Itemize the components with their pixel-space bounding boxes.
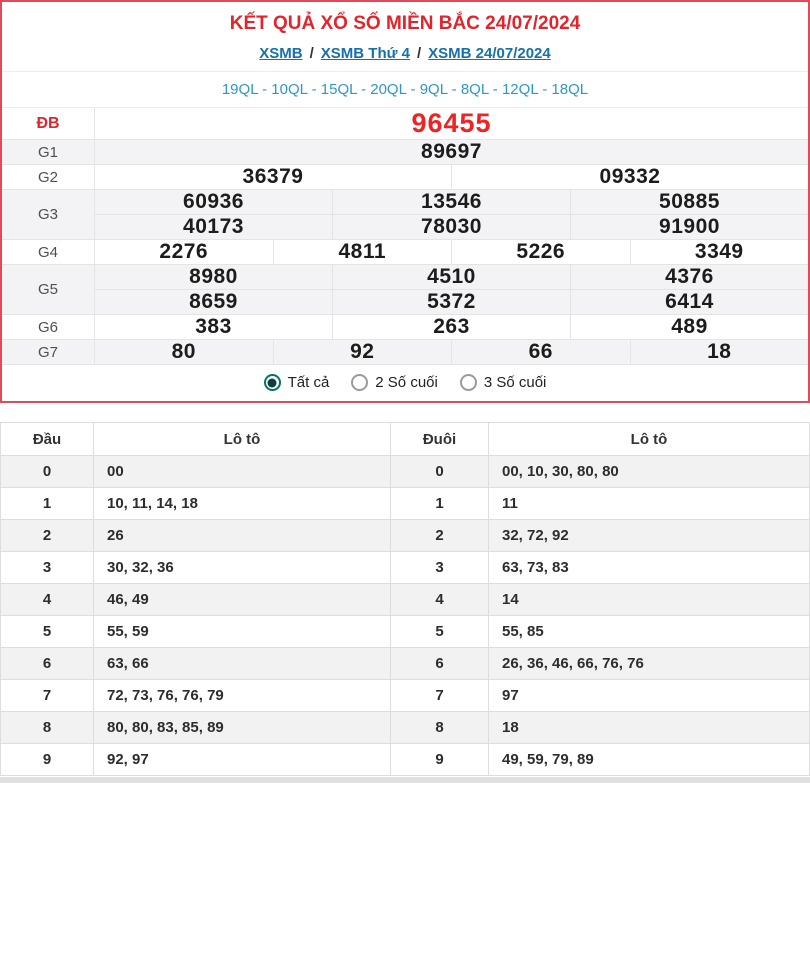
dau-cell: 7 bbox=[1, 680, 94, 712]
prize-row bbox=[2, 139, 808, 164]
dau-cell: 4 bbox=[1, 584, 94, 616]
filter-option-label: 3 Số cuối bbox=[483, 374, 547, 391]
loto-header-cell: Đuôi bbox=[391, 423, 489, 456]
loto-table bbox=[0, 422, 810, 776]
loto-row bbox=[1, 456, 810, 488]
prize-row bbox=[2, 164, 808, 189]
filter-option[interactable] bbox=[460, 374, 547, 391]
dau-cell: 6 bbox=[1, 648, 94, 680]
loto-row bbox=[1, 552, 810, 584]
prize-row bbox=[2, 108, 808, 139]
dau-loto-cell: 10, 11, 14, 18 bbox=[94, 488, 391, 520]
prize-values bbox=[95, 265, 808, 314]
duoi-cell: 1 bbox=[391, 488, 489, 520]
dau-loto-cell: 72, 73, 76, 76, 79 bbox=[94, 680, 391, 712]
prize-number: 2276 bbox=[159, 240, 209, 263]
prize-line bbox=[95, 190, 808, 214]
prize-number: 92 bbox=[273, 340, 452, 364]
dau-loto-cell: 00 bbox=[94, 456, 391, 488]
breadcrumb bbox=[2, 41, 808, 71]
duoi-loto-cell: 63, 73, 83 bbox=[489, 552, 810, 584]
breadcrumb-separator: / bbox=[309, 45, 314, 62]
breadcrumb-link[interactable]: XSMB Thứ 4 bbox=[320, 45, 410, 62]
loto-card bbox=[0, 422, 810, 776]
duoi-loto-cell: 55, 85 bbox=[489, 616, 810, 648]
prize-number: 4811 bbox=[273, 240, 452, 264]
loto-row bbox=[1, 616, 810, 648]
prize-number: 60936 bbox=[183, 190, 244, 213]
prize-number: 8659 bbox=[189, 290, 238, 313]
duoi-loto-cell: 97 bbox=[489, 680, 810, 712]
dau-loto-cell: 46, 49 bbox=[94, 584, 391, 616]
loto-row bbox=[1, 488, 810, 520]
radio-icon[interactable] bbox=[351, 374, 368, 391]
duoi-cell: 0 bbox=[391, 456, 489, 488]
prize-label: G7 bbox=[2, 340, 95, 364]
dau-cell: 5 bbox=[1, 616, 94, 648]
page-bottom-strip bbox=[0, 777, 810, 783]
prize-values bbox=[95, 340, 808, 364]
prize-line bbox=[95, 265, 808, 289]
breadcrumb-link[interactable]: XSMB 24/07/2024 bbox=[428, 45, 551, 62]
loto-row bbox=[1, 680, 810, 712]
dau-cell: 0 bbox=[1, 456, 94, 488]
dau-cell: 3 bbox=[1, 552, 94, 584]
prize-label: G5 bbox=[2, 265, 95, 314]
prize-number: 91900 bbox=[570, 215, 808, 239]
duoi-cell: 6 bbox=[391, 648, 489, 680]
prize-number: 36379 bbox=[242, 165, 304, 188]
prize-number: 80 bbox=[171, 340, 196, 363]
loto-row bbox=[1, 648, 810, 680]
prize-number: 66 bbox=[451, 340, 630, 364]
prize-label: G3 bbox=[2, 190, 95, 239]
prize-row bbox=[2, 239, 808, 264]
dau-cell: 1 bbox=[1, 488, 94, 520]
results-card bbox=[0, 0, 810, 403]
prize-line bbox=[95, 108, 808, 139]
dau-loto-cell: 92, 97 bbox=[94, 744, 391, 776]
breadcrumb-link[interactable]: XSMB bbox=[259, 45, 303, 62]
filter-option-label: 2 Số cuối bbox=[375, 374, 438, 391]
duoi-cell: 5 bbox=[391, 616, 489, 648]
duoi-cell: 7 bbox=[391, 680, 489, 712]
loto-header-cell: Lô tô bbox=[489, 423, 810, 456]
duoi-cell: 8 bbox=[391, 712, 489, 744]
prize-number: 40173 bbox=[183, 215, 244, 238]
digit-filter bbox=[2, 364, 808, 401]
duoi-loto-cell: 32, 72, 92 bbox=[489, 520, 810, 552]
dau-loto-cell: 26 bbox=[94, 520, 391, 552]
loto-header-cell: Đầu bbox=[1, 423, 94, 456]
prize-number: 5226 bbox=[451, 240, 630, 264]
prize-number: 09332 bbox=[451, 165, 808, 189]
prize-table bbox=[2, 108, 808, 364]
dau-cell: 8 bbox=[1, 712, 94, 744]
prize-label: G4 bbox=[2, 240, 95, 264]
prize-number: 489 bbox=[570, 315, 808, 339]
page-title: KẾT QUẢ XỔ SỐ MIỀN BẮC 24/07/2024 bbox=[229, 13, 581, 34]
dau-cell: 2 bbox=[1, 520, 94, 552]
prize-number: 96455 bbox=[411, 108, 492, 138]
prize-number: 13546 bbox=[332, 190, 570, 214]
duoi-loto-cell: 11 bbox=[489, 488, 810, 520]
prize-number: 383 bbox=[195, 315, 232, 338]
prize-number: 50885 bbox=[570, 190, 808, 214]
dau-loto-cell: 30, 32, 36 bbox=[94, 552, 391, 584]
prize-number: 6414 bbox=[570, 290, 808, 314]
loto-header-row bbox=[1, 423, 810, 456]
dau-cell: 9 bbox=[1, 744, 94, 776]
breadcrumb-separator: / bbox=[416, 45, 422, 62]
prize-row bbox=[2, 339, 808, 364]
prize-label: ĐB bbox=[2, 108, 95, 139]
prize-label: G1 bbox=[2, 140, 95, 164]
dau-loto-cell: 63, 66 bbox=[94, 648, 391, 680]
prize-row bbox=[2, 314, 808, 339]
prize-values bbox=[95, 240, 808, 264]
prize-label: G6 bbox=[2, 315, 95, 339]
prize-number: 78030 bbox=[332, 215, 570, 239]
prize-line bbox=[95, 240, 808, 264]
filter-option[interactable] bbox=[264, 374, 330, 391]
duoi-cell: 9 bbox=[391, 744, 489, 776]
dau-loto-cell: 55, 59 bbox=[94, 616, 391, 648]
loto-row bbox=[1, 712, 810, 744]
prize-label: G2 bbox=[2, 165, 95, 189]
prize-number: 263 bbox=[332, 315, 570, 339]
loto-row bbox=[1, 584, 810, 616]
duoi-loto-cell: 00, 10, 30, 80, 80 bbox=[489, 456, 810, 488]
duoi-loto-cell: 49, 59, 79, 89 bbox=[489, 744, 810, 776]
prize-number: 89697 bbox=[421, 140, 482, 163]
prize-number: 4510 bbox=[332, 265, 570, 289]
prize-line bbox=[95, 340, 808, 364]
prize-values bbox=[95, 190, 808, 239]
duoi-cell: 3 bbox=[391, 552, 489, 584]
prize-row bbox=[2, 264, 808, 314]
prize-line bbox=[95, 165, 808, 189]
duoi-loto-cell: 26, 36, 46, 66, 76, 76 bbox=[489, 648, 810, 680]
prize-line bbox=[95, 315, 808, 339]
prize-row bbox=[2, 189, 808, 239]
prize-values bbox=[95, 165, 808, 189]
prize-number: 3349 bbox=[630, 240, 809, 264]
prize-values bbox=[95, 315, 808, 339]
prize-values bbox=[95, 108, 808, 139]
radio-icon[interactable] bbox=[264, 374, 281, 391]
filter-option-label: Tất cả bbox=[287, 374, 330, 391]
duoi-loto-cell: 14 bbox=[489, 584, 810, 616]
duoi-loto-cell: 18 bbox=[489, 712, 810, 744]
prize-number: 8980 bbox=[189, 265, 238, 288]
prize-line bbox=[95, 214, 808, 239]
radio-icon[interactable] bbox=[460, 374, 477, 391]
loto-row bbox=[1, 520, 810, 552]
duoi-cell: 2 bbox=[391, 520, 489, 552]
prize-line bbox=[95, 140, 808, 164]
prize-number: 4376 bbox=[570, 265, 808, 289]
dau-loto-cell: 80, 80, 83, 85, 89 bbox=[94, 712, 391, 744]
prize-number: 18 bbox=[630, 340, 809, 364]
loto-row bbox=[1, 744, 810, 776]
filter-option[interactable] bbox=[351, 374, 438, 391]
station-codes: 19QL - 10QL - 15QL - 20QL - 9QL - 8QL - 12QL - 18QL bbox=[2, 71, 808, 108]
prize-number: 5372 bbox=[332, 290, 570, 314]
prize-values bbox=[95, 140, 808, 164]
duoi-cell: 4 bbox=[391, 584, 489, 616]
loto-header-cell: Lô tô bbox=[94, 423, 391, 456]
prize-line bbox=[95, 289, 808, 314]
